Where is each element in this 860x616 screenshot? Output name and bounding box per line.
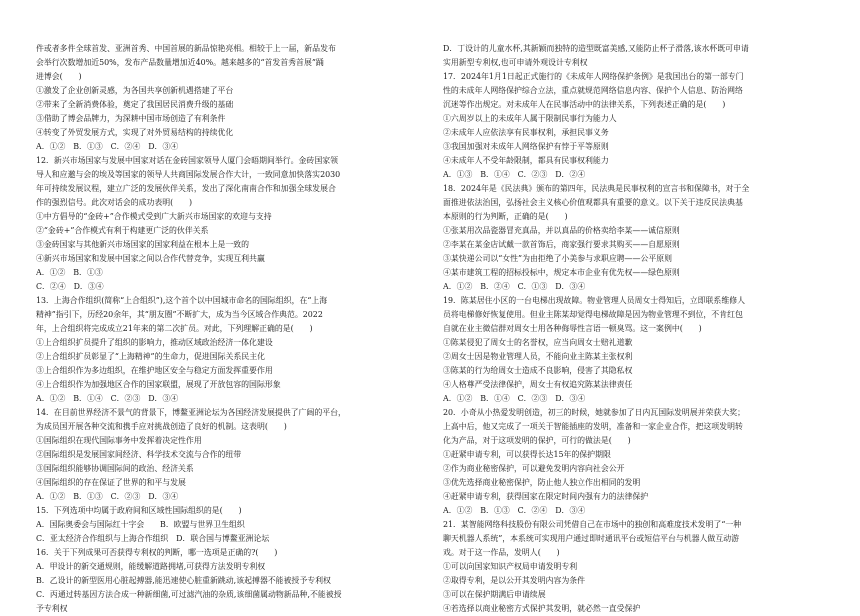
text-line: 13．上海合作组织(简称“上合组织”),这个首个以中国城市命名的国际组织，在“上海	[36, 296, 328, 305]
text-line: ③陈某的行为给周女士造成不良影响，侵害了其隐私权	[443, 366, 633, 375]
text-line: ③我国加强对未成年人网络保护有悖于平等原则	[443, 142, 609, 151]
text-line: 本原则的行为判断，正确的是( )	[443, 212, 568, 221]
text-line: ④人格尊严受法律保护，周女士有权追究陈某法律责任	[443, 380, 633, 389]
text-line: ①中方倡导的“金砖+”合作模式受到广大新兴市场国家的欢迎与支持	[36, 212, 272, 221]
text-line: 件或者多件全球首发、亚洲首秀、中国首展的新品惊艳亮相。相较于上一届，新品发布	[36, 44, 336, 53]
text-line: ②作为商业秘密保护，可以避免发明内容向社会公开	[443, 464, 625, 473]
left-column	[36, 42, 425, 613]
text-line: ④转变了外贸发展方式，实现了对外贸易结构的持续优化	[36, 128, 234, 137]
text-line: 自就在业主微信群对周女士用各种侮辱性言语一顿臭骂。这一案例中( )	[443, 324, 702, 333]
text-line: ①可以向国家知识产权局申请发明专利	[443, 562, 578, 571]
text-line: ④若选择以商业秘密方式保护其发明，就必然一直受保护	[443, 604, 641, 613]
text-line: ④新兴市场国家和发展中国家之间以合作代替竞争，实现互利共赢	[36, 254, 265, 263]
text-line: ②国际组织是发展国家间经济、科学技术交流与合作的纽带	[36, 450, 242, 459]
text-line: ③可以在保护期满后申请续展	[443, 590, 546, 599]
text-line: ①上合组织扩员提升了组织的影响力，推动区域政治经济一体化建设	[36, 338, 273, 347]
text-line: 16．关于下列成果可否获得专利权的判断，哪一选项是正确的?( )	[36, 548, 278, 557]
text-line: B．乙设计的新型医用心脏起搏器,能迅速使心脏重新跳动,该起搏器不能被授予专利权	[36, 576, 331, 585]
text-line: ③优先选择商业秘密保护，防止他人独立作出相同的发明	[443, 478, 641, 487]
text-line: C．丙通过转基因方法合成一种新细菌,可过滤汽油的杂质,该细菌属动物新品种,不能被授	[36, 590, 342, 599]
text-line: A．国际奥委会与国际红十字会 B．欧盟与世界卫生组织	[36, 520, 245, 529]
text-line: ④某市建筑工程的招标投标中，规定本市企业有优先权——绿色原则	[443, 268, 680, 277]
text-line: 会举行次数增加近50%，发布产品数量增加近40%。越来越多的“首发首秀首展”踊	[36, 58, 324, 67]
text-line: ②未成年人应依法享有民事权利，承担民事义务	[443, 128, 609, 137]
text-line: 精神”指引下，历经20余年，其“朋友圈”不断扩大，成为当今区域合作典范。2022	[36, 310, 323, 319]
text-line: ③金砖国家与其他新兴市场国家的国家利益在根本上是一致的	[36, 240, 250, 249]
text-line: 予专利权	[36, 604, 68, 613]
text-line: 为成员国开展各种交流和携手应对挑战创造了良好的机制。这表明( )	[36, 422, 287, 431]
text-line: 导人和应邀与会的埃及等国家的领导人共商国际发展合作大计，一致同意加快落实2030	[36, 170, 341, 179]
text-line: 作的强烈信号。此次对话会的成功表明( )	[36, 198, 193, 207]
text-line: 上高中后，他又完成了一项关于智能插座的发明，准备和一家企业合作，把这项发明转	[443, 422, 743, 431]
text-line: 戏。对于这一作品，发明人( )	[443, 548, 560, 557]
text-line: ③国际组织能够协调国际间的政治、经济关系	[36, 464, 194, 473]
text-line: 面推进依法治国，弘扬社会主义核心价值观都具有重要的意义。以下关于违反民法典基	[443, 198, 743, 207]
text-line: ②带来了全新消费体验，奠定了我国居民消费升级的基础	[36, 100, 234, 109]
text-line: ③借助了博会品牌力，为深耕中国市场创造了有利条件	[36, 114, 226, 123]
text-line: A．①② B．①④ C．②③ D．③④	[443, 394, 586, 403]
text-line: 沉迷等作出规定。对未成年人在民事活动中的法律关系，下列表述正确的是( )	[443, 100, 726, 109]
text-line: ②李某在某金店试戴一款首饰后，商家强行要求其购买——自愿原则	[443, 240, 680, 249]
right-column	[443, 42, 832, 613]
text-line: A．①② B．①③	[36, 268, 103, 277]
text-line: ④赶紧申请专利，获得国家在限定时间内强有力的法律保护	[443, 492, 649, 501]
text-line: 15．下列选项中均属于政府间和区域性国际组织的是( )	[36, 506, 242, 515]
text-line: A．①② B．①④ C．②③ D．③④	[36, 394, 179, 403]
text-line: 聊天机器人系统”，本系统可实现用户通过即时通讯平台或短信平台与机器人做互动游	[443, 534, 739, 543]
text-line: 12．新兴市场国家与发展中国家对话在金砖国家领导人厦门会晤期间举行。金砖国家领	[36, 156, 338, 165]
text-line: ②“金砖+”合作模式有利于构建更广泛的伙伴关系	[36, 226, 209, 235]
text-line: 20．小奇从小热爱发明创造，初三的时候，她就参加了日内瓦国际发明展并荣获大奖；	[443, 408, 745, 417]
text-line: 21．某智能网络科技股份有限公司凭借自己在市场中的独创和高难度技术发明了“一种	[443, 520, 742, 529]
text-line: 19．陈某居住小区的一台电梯出现故障。物业管理人员周女士得知后，立即联系维修人	[443, 296, 745, 305]
text-line: ②取得专利，是以公开其发明内容为条件	[443, 576, 586, 585]
text-line: ④国际组织的存在保证了世界的和平与发展	[36, 478, 186, 487]
text-line: 进博会( )	[36, 72, 82, 81]
text-line: ③上合组织作为多边组织，在维护地区安全与稳定方面发挥重要作用	[36, 366, 273, 375]
text-line: A．①② B．②④ C．①③ D．③④	[443, 282, 586, 291]
text-line: 化为产品，对于这项发明的保护，可行的做法是( )	[443, 436, 631, 445]
text-line: C．②④ D．③④	[36, 282, 104, 291]
text-line: D．丁设计的儿童水杯,其新颖而独特的造型既富美感,又能防止杯子滑落,该水杯既可申请	[443, 44, 749, 53]
text-line: 年，上合组织将完成成立21年来的第二次扩员。对此，下列理解正确的是( )	[36, 324, 313, 333]
text-line: 员将电梯修好恢复使用。但业主陈某却觉得电梯故障是因为物业管理不到位，不肯红包	[443, 310, 743, 319]
text-line: 17．2024年1月1日起正式施行的《未成年人网络保护条例》是我国出台的第一部专门	[443, 72, 744, 81]
text-line: A．①③ B．①④ C．②③ D．②④	[443, 170, 586, 179]
text-line: A．甲设计的新交通规则，能缓解道路拥堵,可获得方法发明专利权	[36, 562, 266, 571]
text-line: A．①② B．①③ C．②④ D．③④	[443, 506, 586, 515]
text-line: ④上合组织作为加强地区合作的国家联盟，展现了开放包容的国际形象	[36, 380, 281, 389]
text-line: ①国际组织在现代国际事务中发挥着决定性作用	[36, 436, 202, 445]
text-line: ①陈某侵犯了周女士的名誉权，应当向周女士赔礼道歉	[443, 338, 633, 347]
text-line: 14．在目前世界经济不景气的背景下，博鳌亚洲论坛为各国经济发展提供了广阔的平台，	[36, 408, 346, 417]
text-line: ①赶紧申请专利，可以获得长达15年的保护期限	[443, 450, 611, 459]
text-line: 18．2024年是《民法典》颁布的第四年，民法典是民事权利的宣言书和保障书，对于全	[443, 184, 750, 193]
text-line: C．亚太经济合作组织与上海合作组织 D．联合国与博鳌亚洲论坛	[36, 534, 270, 543]
text-line: A．①② B．①③ C．②③ D．③④	[36, 492, 179, 501]
text-line: ④未成年人不受年龄限制，都具有民事权利能力	[443, 156, 609, 165]
text-line: ①六周岁以上的未成年人属于限制民事行为能力人	[443, 114, 617, 123]
text-line: ②周女士因是物业管理人员，不能向业主陈某主张权利	[443, 352, 633, 361]
text-line: 实用新型专利权,也可申请外观设计专利权	[443, 58, 588, 67]
text-line: 年可持续发展议程，建立广泛的发展伙伴关系，发出了深化南南合作和加强全球发展合	[36, 184, 336, 193]
text-line: ①激发了企业创新灵感，为各国共享创新机遇搭建了平台	[36, 86, 234, 95]
text-line: ①张某用次品瓷器冒充真品，并以真品的价格卖给李某——诚信原则	[443, 226, 680, 235]
text-line: 性的未成年人网络保护综合立法，重点就规范网络信息内容、保护个人信息、防治网络	[443, 86, 743, 95]
text-line: A．①② B．①③ C．②④ D．③④	[36, 142, 179, 151]
text-line: ③某快递公司以“女性”为由拒绝了小美参与求职应聘——公平原则	[443, 254, 673, 263]
text-line: ②上合组织扩员彰显了“上海精神”的生命力，促进国际关系民主化	[36, 352, 266, 361]
